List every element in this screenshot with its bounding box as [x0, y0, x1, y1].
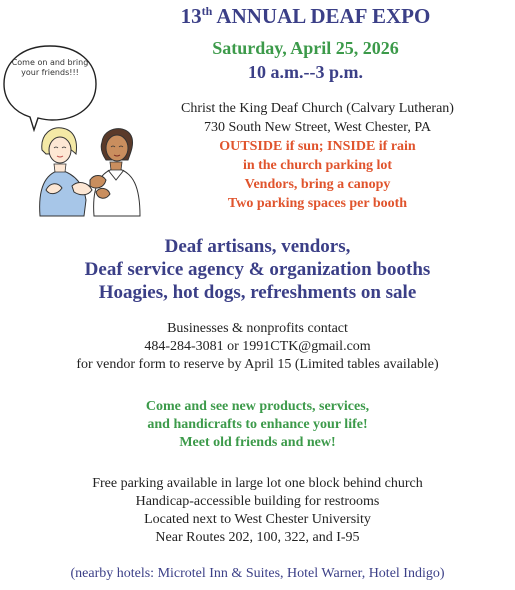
weather-note-line1: OUTSIDE if sun; INSIDE if rain — [219, 139, 416, 154]
info-line-1: Free parking available in large lot one block behind church — [92, 476, 423, 491]
info-line-3: Located next to West Chester University — [144, 512, 371, 527]
feature-line-3: Hoagies, hot dogs, refreshments on sale — [98, 282, 417, 303]
contact-line-1: Businesses & nonprofits contact — [167, 321, 348, 336]
contact-line-2: 484-284-3081 or 1991CTK@gmail.com — [144, 339, 371, 354]
promo-line-2: and handicrafts to enhance your life! — [147, 417, 368, 432]
venue-name: Christ the King Deaf Church (Calvary Lutheran) — [181, 101, 454, 116]
info-line-2: Handicap-accessible building for restrooms — [135, 494, 380, 509]
promo-line-3: Meet old friends and new! — [179, 435, 336, 450]
title-text: ANNUAL DEAF EXPO — [212, 4, 431, 28]
contact-line-3: for vendor form to reserve by April 15 (Limited tables available) — [76, 357, 439, 372]
speech-bubble-icon — [0, 40, 100, 132]
canopy-note: Vendors, bring a canopy — [244, 177, 391, 192]
info-line-4: Near Routes 202, 100, 322, and I-95 — [155, 530, 360, 545]
bubble-text: Come on and bring your friends!!! — [11, 58, 89, 77]
feature-line-1: Deaf artisans, vendors, — [164, 236, 351, 257]
nearby-hotels: (nearby hotels: Microtel Inn & Suites, Hotel Warner, Hotel Indigo) — [70, 566, 445, 581]
title-number: 13 — [180, 4, 202, 28]
venue-address: 730 South New Street, West Chester, PA — [204, 120, 431, 135]
parking-note: Two parking spaces per booth — [227, 196, 408, 211]
event-time: 10 a.m.--3 p.m. — [248, 62, 363, 82]
event-title — [96, 4, 515, 29]
feature-line-2: Deaf service agency & organization booths — [84, 259, 431, 280]
title-ordinal: th — [201, 4, 213, 18]
event-date: Saturday, April 25, 2026 — [212, 38, 399, 58]
weather-note-line2: in the church parking lot — [242, 158, 393, 173]
promo-line-1: Come and see new products, services, — [145, 399, 370, 414]
